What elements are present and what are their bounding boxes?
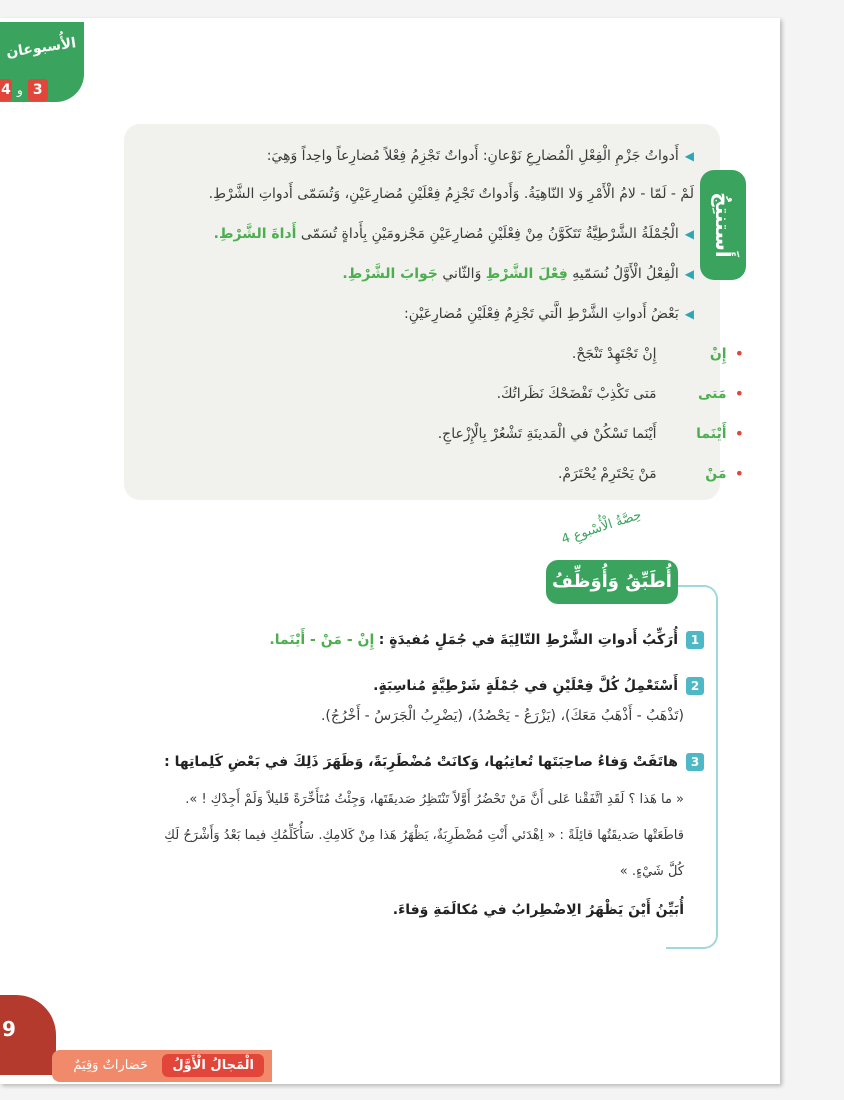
question-task-text: أُبَيِّنُ أَيْنَ يَظْهَرُ الِاضْطِرابُ في مُكالَمَةِ وَفاءَ. [392, 902, 684, 918]
example-tool: مَتى [698, 385, 727, 402]
term-condition-answer: جَوابَ الشَّرْطِ. [342, 266, 438, 282]
theme-label: حَضاراتٌ وَقِيَمٌ [73, 1058, 148, 1073]
term-condition-tool: أَداةَ الشَّرْطِ. [213, 226, 297, 242]
footer-bar [52, 1050, 272, 1082]
question-2 [373, 676, 704, 696]
bullet-dot-icon: • [734, 344, 744, 363]
example-row [324, 464, 744, 483]
summary-line-3 [214, 224, 694, 244]
summary-text-5: بَعْضُ أَدواتِ الشَّرْطِ الَّتي تَجْزِمُ فِعْلَيْنِ مُضارِعَيْنِ: [404, 306, 679, 322]
example-row [324, 384, 744, 403]
summary-line-5 [404, 304, 694, 324]
week-tab [0, 22, 84, 102]
example-tool: إِنْ [709, 345, 727, 362]
example-tool: مَنْ [705, 465, 727, 482]
week-label: الأُسبوعان [4, 35, 77, 61]
question-3 [164, 752, 704, 772]
question-text: أُرَكِّبُ أَدواتِ الشَّرْطِ التّالِيَةَ في جُمَلٍ مُفيدَةٍ : [378, 632, 678, 648]
week-number-a: 3 [28, 79, 48, 101]
bullet-dot-icon: • [734, 384, 744, 403]
summary-line-2 [209, 184, 694, 204]
question-3-quote-2: قاطَعَتْها صَديقَتُها قائِلَةً : « اِهْدَئي أَنْتِ مُضْطَرِبَةٌ، يَظْهَرُ هَذا مِنْ كَلامِكِ. سَأُكَلِّمُكِ فيما بَعْدُ وَأَشْرَحُ لَكِ [164, 828, 684, 843]
week-connector: و [17, 83, 23, 97]
week-share-label: حِصَّةُ الْأُسْبوعِ 4 [559, 507, 644, 548]
question-number-badge: 3 [686, 753, 704, 771]
example-sentence: مَنْ يَحْتَرِمْ يُحْتَرَمْ. [557, 465, 657, 482]
question-2-pairs: (تَذْهَبُ - أَذْهَبُ مَعَكَ)، (يَزْرَعُ - يَحْصُدُ)، (يَضْرِبُ الْجَرَسُ - أَخْرُجُ). [320, 708, 684, 724]
bullet-arrow-icon: ◀ [684, 149, 694, 163]
question-text: أَسْتَعْمِلُ كُلَّ فِعْلَيْنِ في جُمْلَةٍ شَرْطِيَّةٍ مُناسِبَةٍ. [373, 678, 678, 694]
bullet-dot-icon: • [734, 424, 744, 443]
example-sentence: أَيْنَما تَسْكُنْ في الْمَدينَةِ تَشْعُرْ بِالْإِزْعاجِ. [437, 425, 657, 442]
page-number: 9 [2, 1017, 16, 1041]
example-tool: أَيْنَما [696, 425, 727, 442]
question-1 [269, 630, 704, 650]
question-number-badge: 2 [686, 677, 704, 695]
summary-text-1: أَدواتُ جَزْمِ الْفِعْلِ الْمُضارِعِ نَوْعانِ: أَدواتٌ تَجْزِمُ فِعْلاً مُضارِعاً واحِداً وَهِيَ: [266, 148, 679, 164]
question-3-quote-3: كُلَّ شَيْءٍ. » [619, 864, 684, 879]
question-text: هاتَفَتْ وَفاءُ صاحِبَتَها تُعاتِبُها، وَكانَتْ مُضْطَرِبَةً، وَظَهَرَ ذَلِكَ في بَعْضِ كَلِماتِها : [164, 754, 678, 770]
week-number-b: 4 [0, 79, 12, 101]
question-number-badge: 1 [686, 631, 704, 649]
question-3-task [393, 900, 684, 920]
conclude-tab [700, 170, 746, 280]
domain-label: الْمَجالُ الْأَوَّلُ [162, 1054, 264, 1077]
summary-line-1 [267, 146, 694, 166]
question-3-quote-1: « ما هَذا ؟ لَقَدِ اتَّفَقْنا عَلى أَنَّ مَنْ تَحْضُرُ أَوَّلاً تَنْتَظِرُ صَديقَتَها، وَجِئْتُ مُتَأَخِّرَةً قَليلاً وَلَمْ أَجِدْكِ ! ». [185, 792, 684, 807]
example-sentence: إِنْ تَجْتَهِدْ تَنْجَحْ. [571, 345, 657, 362]
summary-text-3: الْجُمْلَةُ الشَّرْطِيَّةُ تَتَكَوَّنُ مِنْ فِعْلَيْنِ مُضارِعَيْنِ مَجْزومَيْنِ بِأَداةٍ تُسَمّى [300, 226, 679, 242]
question-tools: إِنْ - مَنْ - أَيْنَما. [269, 632, 375, 648]
conclude-label: أَستنتِجُ [711, 192, 735, 258]
summary-text-2: لَمْ - لَمّا - لامُ الْأَمْرِ وَلا النّاهِيَةُ. وَأَدواتٌ تَجْزِمُ فِعْلَيْنِ مُضارِعَيْنِ، وَتُسَمّى أَدواتِ الشَّرْطِ. [208, 186, 694, 202]
summary-text-4a: الْفِعْلُ الْأَوَّلُ نُسَمّيهِ [572, 266, 679, 282]
week-numbers [0, 79, 48, 101]
summary-line-4 [342, 264, 694, 284]
term-condition-verb: فِعْلَ الشَّرْطِ [485, 266, 568, 282]
summary-text-4b: وَالثّاني [442, 266, 482, 282]
bullet-arrow-icon: ◀ [684, 267, 694, 281]
example-sentence: مَتى تَكْذِبْ تَفْضَحْكَ نَظَراتُكَ. [496, 385, 657, 402]
bullet-arrow-icon: ◀ [684, 307, 694, 321]
example-row [324, 344, 744, 363]
bullet-dot-icon: • [734, 464, 744, 483]
bullet-arrow-icon: ◀ [684, 227, 694, 241]
apply-heading: أُطَبِّقُ وَأُوَظِّفُ [546, 560, 678, 604]
example-row [324, 424, 744, 443]
